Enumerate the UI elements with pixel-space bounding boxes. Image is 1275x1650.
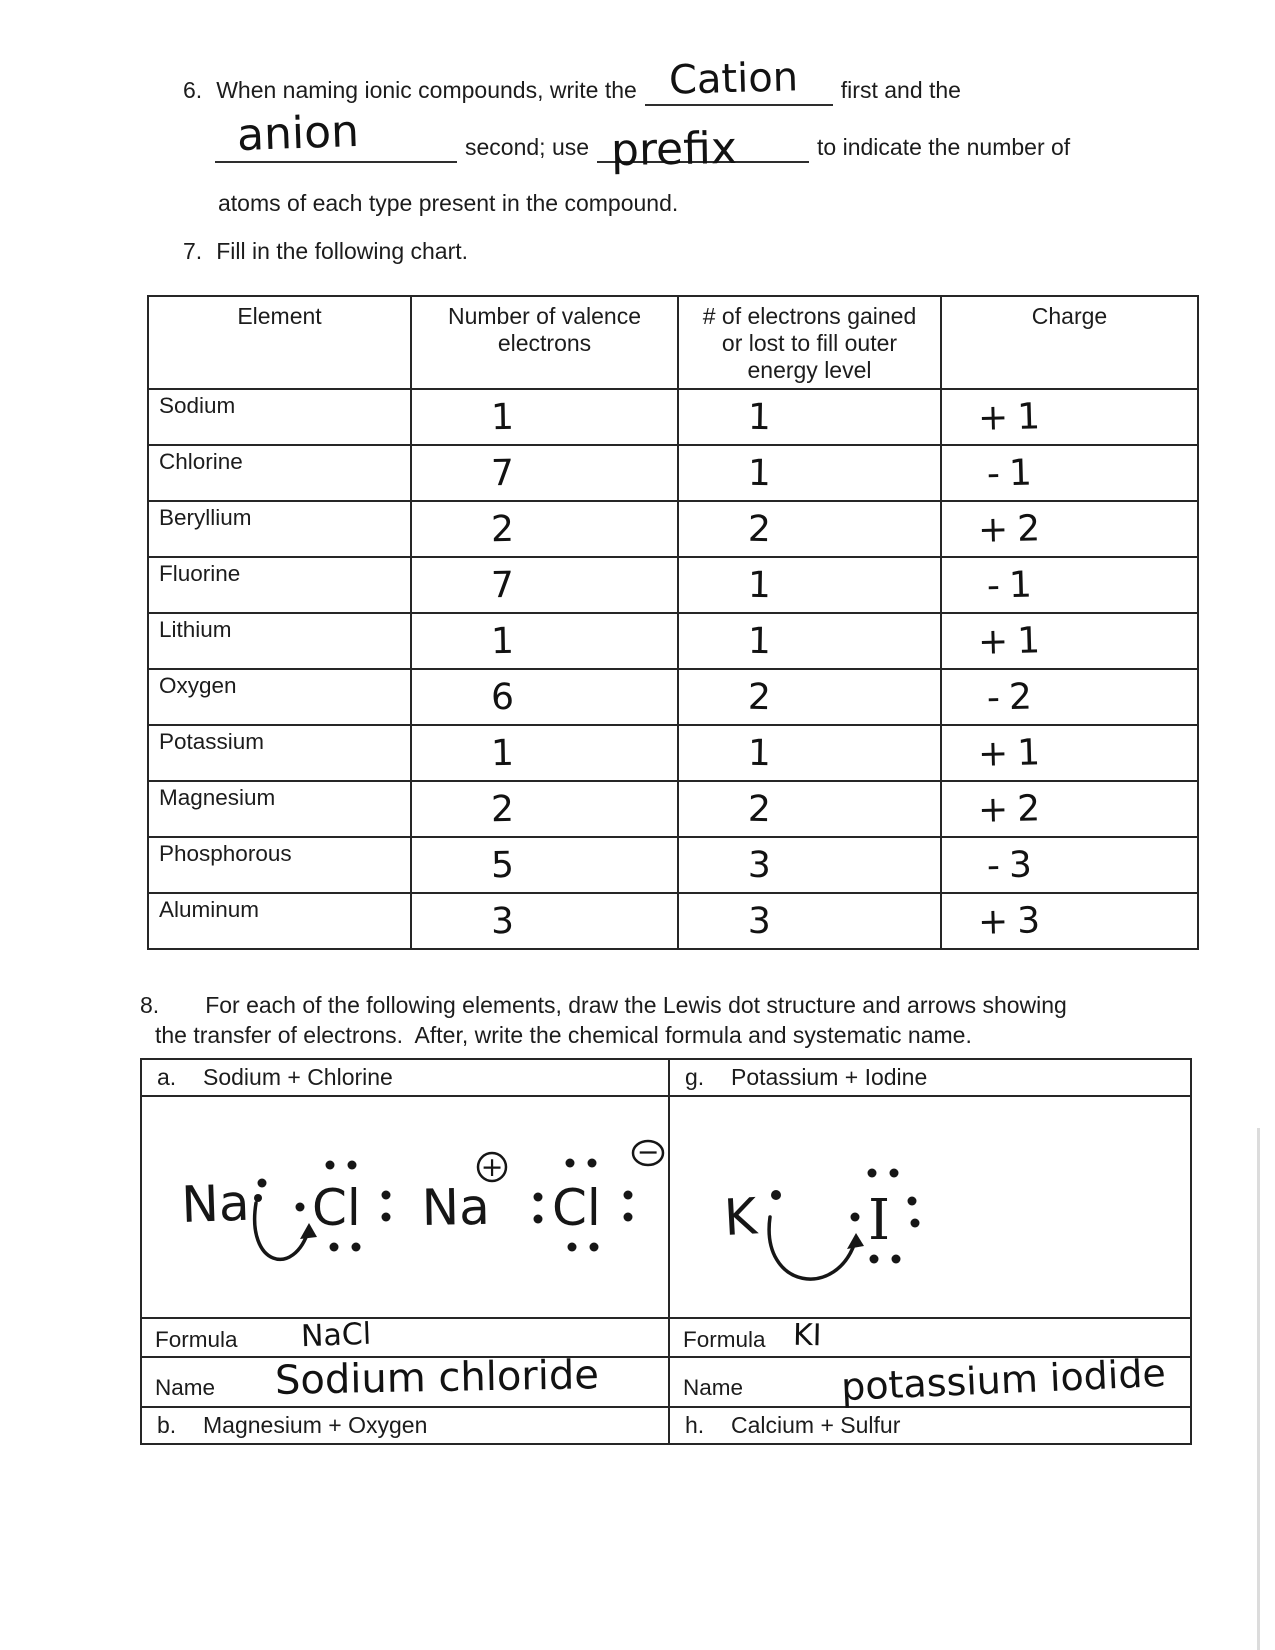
i-symbol: I bbox=[868, 1188, 891, 1253]
charge-cell: -2 bbox=[941, 669, 1198, 725]
electron-dot bbox=[870, 1255, 879, 1264]
question-6-text-2: first and the bbox=[840, 77, 961, 103]
question-6-text-3: second; use bbox=[465, 134, 590, 160]
arrow-curve bbox=[769, 1217, 856, 1279]
electron-dot bbox=[624, 1191, 633, 1200]
electron-dot bbox=[892, 1255, 901, 1264]
electron-dot bbox=[911, 1219, 920, 1228]
table-row bbox=[148, 613, 1198, 669]
k-symbol: K bbox=[722, 1187, 759, 1247]
box-g-label: g. bbox=[685, 1064, 705, 1090]
header-transfer: # of electrons gained or lost to fill outer energy level bbox=[678, 296, 941, 389]
box-h-title: Calcium + Sulfur bbox=[731, 1412, 901, 1438]
arrow-curve bbox=[255, 1203, 309, 1259]
name-label: Name bbox=[683, 1375, 744, 1400]
blank-cation bbox=[645, 54, 833, 106]
table-header-row bbox=[148, 296, 1198, 389]
lewis-drawing-sodium-chlorine bbox=[142, 1097, 666, 1315]
element-name: Beryllium bbox=[148, 501, 411, 557]
table-row bbox=[148, 893, 1198, 949]
table-row bbox=[148, 669, 1198, 725]
question-6-number: 6. bbox=[183, 77, 203, 103]
header-valence: Number of valence electrons bbox=[411, 296, 678, 389]
electron-dot bbox=[348, 1161, 357, 1170]
element-name: Fluorine bbox=[148, 557, 411, 613]
box-a-name-cell bbox=[141, 1352, 669, 1407]
transfer-arrow bbox=[769, 1217, 864, 1279]
handwritten-cation: Cation bbox=[668, 54, 799, 104]
table-row bbox=[148, 445, 1198, 501]
transfer-cell: 3 bbox=[678, 893, 941, 949]
charge-cell: +2 bbox=[941, 501, 1198, 557]
scan-artifact-line bbox=[1257, 1128, 1260, 1650]
element-name: Potassium bbox=[148, 725, 411, 781]
question-8-prompt-line-2: the transfer of electrons. After, write the chemical formula and systematic name. bbox=[155, 1022, 972, 1048]
table-row bbox=[148, 557, 1198, 613]
electron-dot bbox=[382, 1191, 391, 1200]
charge-cell: -3 bbox=[941, 837, 1198, 893]
question-6-line-1 bbox=[183, 54, 961, 106]
box-a-title-cell bbox=[141, 1059, 669, 1096]
na-symbol: Na bbox=[180, 1173, 251, 1234]
box-a-formula-cell bbox=[141, 1318, 669, 1357]
box-h-title-cell bbox=[669, 1407, 1191, 1444]
valence-electrons-table bbox=[147, 295, 1199, 950]
handwritten-formula-nacl: NaCl bbox=[300, 1316, 372, 1355]
question-8-prompt-line-1 bbox=[140, 992, 1067, 1019]
box-title-row bbox=[141, 1059, 1191, 1096]
box-b-label: b. bbox=[157, 1412, 177, 1438]
lewis-structure-table bbox=[140, 1058, 1192, 1445]
formula-label: Formula bbox=[155, 1327, 238, 1352]
name-label: Name bbox=[155, 1375, 216, 1400]
valence-cell: 6 bbox=[411, 669, 678, 725]
table-row bbox=[148, 501, 1198, 557]
electron-dot bbox=[624, 1213, 633, 1222]
charge-cell: +1 bbox=[941, 613, 1198, 669]
table-row bbox=[148, 725, 1198, 781]
element-name: Lithium bbox=[148, 613, 411, 669]
question-6-text-4: to indicate the number of bbox=[817, 134, 1071, 160]
electron-dot bbox=[296, 1203, 305, 1212]
handwritten-formula-ki: KI bbox=[792, 1317, 822, 1354]
electron-dot bbox=[326, 1161, 335, 1170]
electron-dot bbox=[352, 1243, 361, 1252]
transfer-cell: 1 bbox=[678, 557, 941, 613]
electron-dot bbox=[534, 1193, 543, 1202]
charge-cell: +3 bbox=[941, 893, 1198, 949]
question-8-number: 8. bbox=[140, 992, 160, 1018]
valence-cell: 5 bbox=[411, 837, 678, 893]
blank-prefix bbox=[597, 122, 809, 177]
question-6-line-2 bbox=[215, 105, 1071, 177]
electron-dot bbox=[868, 1169, 877, 1178]
na-electron-dots bbox=[254, 1179, 267, 1203]
valence-cell: 7 bbox=[411, 445, 678, 501]
k-electron-dots bbox=[771, 1190, 781, 1200]
box-h-label: h. bbox=[685, 1412, 705, 1438]
valence-cell: 1 bbox=[411, 613, 678, 669]
box-g-drawing-cell bbox=[669, 1096, 1191, 1318]
cl-symbol: Cl bbox=[312, 1179, 361, 1237]
header-charge: Charge bbox=[941, 296, 1198, 389]
element-name: Aluminum bbox=[148, 893, 411, 949]
electron-dot bbox=[534, 1215, 543, 1224]
box-b-title: Magnesium + Oxygen bbox=[203, 1412, 428, 1438]
electron-dot bbox=[590, 1243, 599, 1252]
transfer-cell: 2 bbox=[678, 501, 941, 557]
transfer-cell: 2 bbox=[678, 781, 941, 837]
transfer-cell: 1 bbox=[678, 725, 941, 781]
transfer-cell: 1 bbox=[678, 445, 941, 501]
valence-cell: 7 bbox=[411, 557, 678, 613]
element-name: Sodium bbox=[148, 389, 411, 445]
formula-label: Formula bbox=[683, 1327, 766, 1352]
drawing-row bbox=[141, 1096, 1191, 1318]
cl-anion-symbol: Cl bbox=[552, 1179, 601, 1237]
question-6-line-3: atoms of each type present in the compound. bbox=[218, 190, 679, 216]
box-a-title: Sodium + Chlorine bbox=[203, 1064, 393, 1090]
element-name: Magnesium bbox=[148, 781, 411, 837]
blank-anion bbox=[215, 105, 457, 163]
na-cation-symbol: Na bbox=[421, 1177, 491, 1237]
electron-dot bbox=[254, 1194, 262, 1202]
name-row bbox=[141, 1357, 1191, 1407]
box-g-title: Potassium + Iodine bbox=[731, 1064, 928, 1090]
transfer-cell: 2 bbox=[678, 669, 941, 725]
transfer-cell: 3 bbox=[678, 837, 941, 893]
box-b-title-cell bbox=[141, 1407, 669, 1444]
table-row bbox=[148, 781, 1198, 837]
transfer-arrow bbox=[255, 1203, 317, 1259]
handwritten-anion: anion bbox=[236, 105, 360, 162]
arrow-head bbox=[847, 1233, 864, 1249]
plus-sign: + bbox=[480, 1152, 504, 1183]
table-row bbox=[148, 389, 1198, 445]
question-7-prompt bbox=[183, 238, 468, 265]
valence-cell: 2 bbox=[411, 501, 678, 557]
box-g-name-cell bbox=[669, 1350, 1191, 1410]
question-6-text-1: When naming ionic compounds, write the bbox=[216, 77, 637, 103]
question-7-number: 7. bbox=[183, 238, 203, 264]
charge-cell: +2 bbox=[941, 781, 1198, 837]
question-8-text-1: For each of the following elements, draw the Lewis dot structure and arrows showing bbox=[205, 992, 1067, 1018]
electron-dot bbox=[258, 1179, 267, 1188]
electron-dot bbox=[851, 1213, 860, 1222]
electron-dot bbox=[890, 1169, 899, 1178]
element-name: Phosphorous bbox=[148, 837, 411, 893]
electron-dot bbox=[566, 1159, 575, 1168]
box-a-drawing-cell bbox=[141, 1096, 669, 1318]
handwritten-prefix: prefix bbox=[610, 122, 738, 177]
electron-dot bbox=[330, 1243, 339, 1252]
box-g-title-cell bbox=[669, 1059, 1191, 1096]
electron-dot bbox=[588, 1159, 597, 1168]
transfer-cell: 1 bbox=[678, 389, 941, 445]
handwritten-name-potassium-iodide: potassium iodide bbox=[840, 1350, 1167, 1410]
electron-dot bbox=[771, 1190, 781, 1200]
valence-cell: 2 bbox=[411, 781, 678, 837]
question-7-text: Fill in the following chart. bbox=[216, 238, 469, 264]
charge-cell: -1 bbox=[941, 445, 1198, 501]
handwritten-name-sodium-chloride: Sodium chloride bbox=[274, 1352, 600, 1404]
minus-charge-circle bbox=[633, 1137, 663, 1168]
header-element: Element bbox=[148, 296, 411, 389]
element-name: Chlorine bbox=[148, 445, 411, 501]
electron-dot bbox=[908, 1197, 917, 1206]
valence-cell: 1 bbox=[411, 389, 678, 445]
minus-sign: − bbox=[636, 1137, 660, 1168]
box-a-label: a. bbox=[157, 1064, 177, 1090]
charge-cell: -1 bbox=[941, 557, 1198, 613]
electron-dot bbox=[382, 1213, 391, 1222]
table-row bbox=[148, 837, 1198, 893]
electron-dot bbox=[568, 1243, 577, 1252]
lewis-drawing-potassium-iodine bbox=[670, 1097, 1188, 1315]
transfer-cell: 1 bbox=[678, 613, 941, 669]
box-g-formula-cell bbox=[669, 1318, 1191, 1357]
valence-cell: 1 bbox=[411, 725, 678, 781]
formula-row bbox=[141, 1318, 1191, 1357]
valence-cell: 3 bbox=[411, 893, 678, 949]
element-name: Oxygen bbox=[148, 669, 411, 725]
charge-cell: +1 bbox=[941, 725, 1198, 781]
charge-cell: +1 bbox=[941, 389, 1198, 445]
box-title-row bbox=[141, 1407, 1191, 1444]
plus-charge-circle bbox=[478, 1152, 506, 1183]
